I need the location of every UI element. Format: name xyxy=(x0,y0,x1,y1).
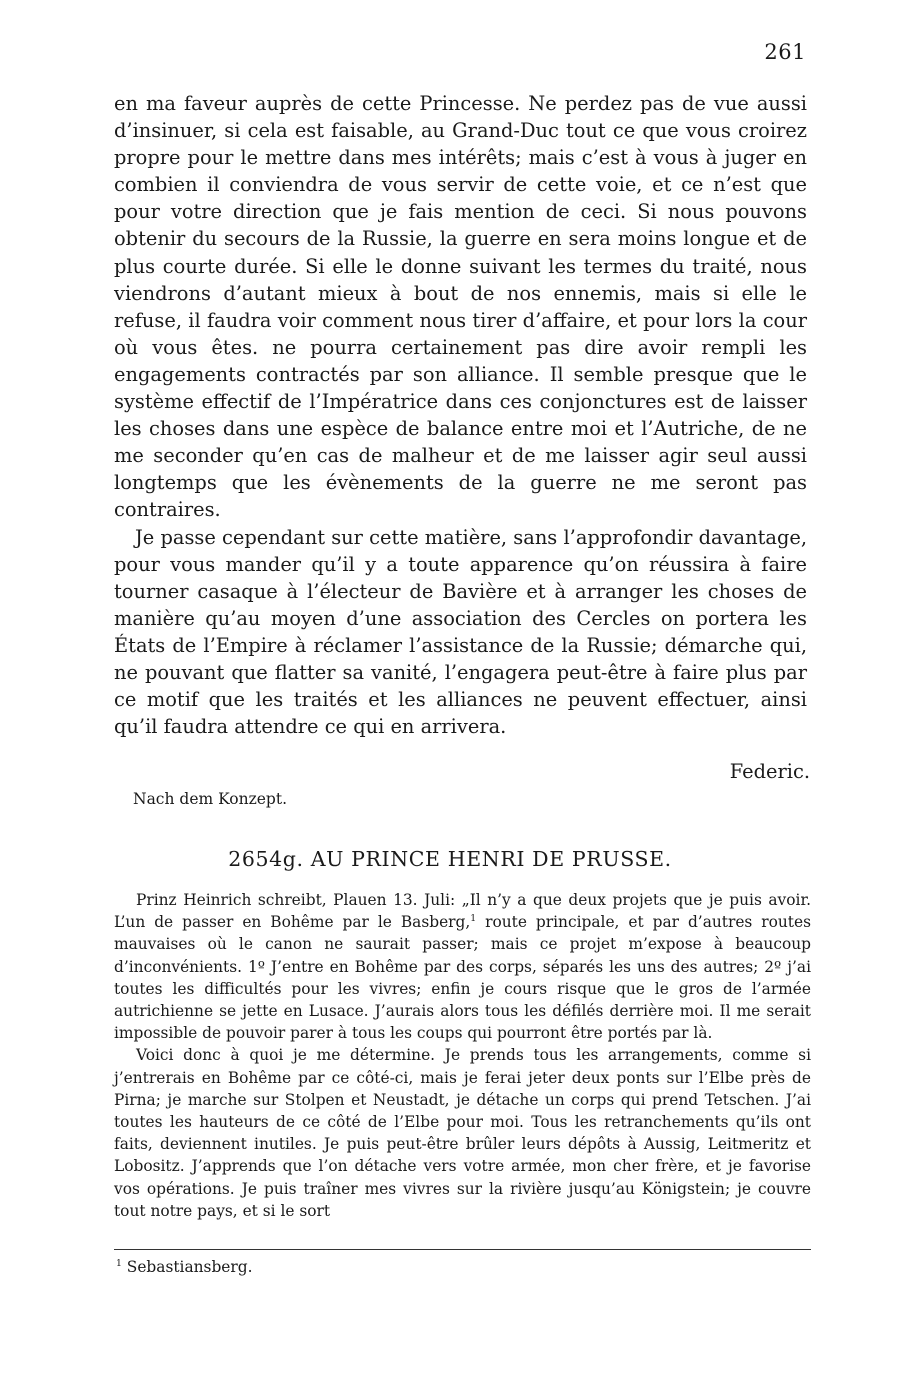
main-text xyxy=(114,90,807,740)
summary-paragraph-2: Voici donc à quoi je me détermine. Je prends tous les arrangements, comme si j’entrerais en Bohême par ce côté-ci, mais je ferai jeter deux ponts sur l’Elbe près de Pirna; je marche sur Stolpen et Neustadt, je détache un corps qui prend Tetschen. J’ai toutes les hauteurs de ce côté de l’Elbe pour moi. Tous les retranchements qu’ils ont faits, deviennent inutiles. Je puis peut-être brûler leurs dépôts à Aussig, Leitmeritz et Lobositz. J’apprends que l’on détache vers votre armée, mon cher frère, et je favorise vos opérations. Je puis traîner mes vivres sur la rivière jusqu’au Königstein; je couvre tout notre pays, et si le sort xyxy=(114,1046,811,1220)
footnote-reference: 1 xyxy=(470,913,477,925)
paragraph-1: en ma faveur auprès de cette Princesse. Ne perdez pas de vue aussi d’insinuer, si cela est faisable, au Grand-Duc tout ce que vous croirez propre pour le mettre dans mes intérêts; mais c’est à vous à juger en combien il conviendra de vous servir de cette voie, et ce n’est que pour votre direction que je fais mention de ceci. Si nous pouvons obtenir du secours de la Russie, la guerre en sera moins longue et de plus courte durée. Si elle le donne suivant les termes du traité, nous viendrons d’autant mieux à bout de nos ennemis, mais si elle le refuse, il faudra voir comment nous tirer d’affaire, et pour lors la cour où vous êtes. ne pourra certainement pas dire avoir rempli les engagements contractés par son alliance. Il semble presque que le système effectif de l’Impératrice dans ces conjonctures est de laisser les choses dans une espèce de balance entre moi et l’Autriche, de ne me seconder qu’en cas de malheur et de me laisser agir seul aussi longtemps que les évènements de la guerre ne me seront pas contraires. xyxy=(114,92,807,522)
footnote-text: Sebastiansberg. xyxy=(121,1258,253,1276)
summary-text-before-footnote: Prinz Heinrich schreibt, Plauen 13. Juli: „Il n’y a que deux projets que je puis avoir. L’un de passer en Bohême par le Basberg, xyxy=(114,891,811,932)
summary-paragraph-1 xyxy=(114,889,811,1044)
signature: Federic. xyxy=(729,760,810,783)
paragraph-2: Je passe cependant sur cette matière, sans l’approfondir davantage, pour vous mander qu’il y a toute apparence qu’on réussira à faire tourner casaque à l’électeur de Bavière et à arranger les choses de manière qu’au moyen d’une association des Cercles on portera les États de l’Empire à réclamer l’assistance de la Russie; démarche qui, ne pouvant que flatter sa vanité, l’engagera peut-être à faire plus par ce motif que les traités et les alliances ne peuvent effectuer, ainsi qu’il faudra attendre ce qui en arrivera. xyxy=(114,525,807,739)
source-note: Nach dem Konzept. xyxy=(133,790,288,808)
letter-summary xyxy=(114,889,811,1222)
letter-heading: 2654g. AU PRINCE HENRI DE PRUSSE. xyxy=(228,847,672,871)
page-number: 261 xyxy=(764,40,806,64)
footnote-marker: 1 xyxy=(116,1257,122,1269)
footnote xyxy=(116,1258,253,1276)
footnote-rule xyxy=(114,1249,811,1250)
summary-text-after-footnote: route principale, et par d’autres routes mauvaises où le canon ne saurait passer; mais ce projet m’expose à beaucoup d’inconvénients. 1º J’entre en Bohême par des corps, séparés les uns des autres; 2º j’ai toutes les difficultés pour les vivres; enfin je cours risque que le gros de l’armée autrichienne se jette en Lusace. J’aurais alors tous les défilés derrière moi. Il me serait impossible de pouvoir parer à tous les coups qui pourront être portés par là. xyxy=(114,913,812,1043)
